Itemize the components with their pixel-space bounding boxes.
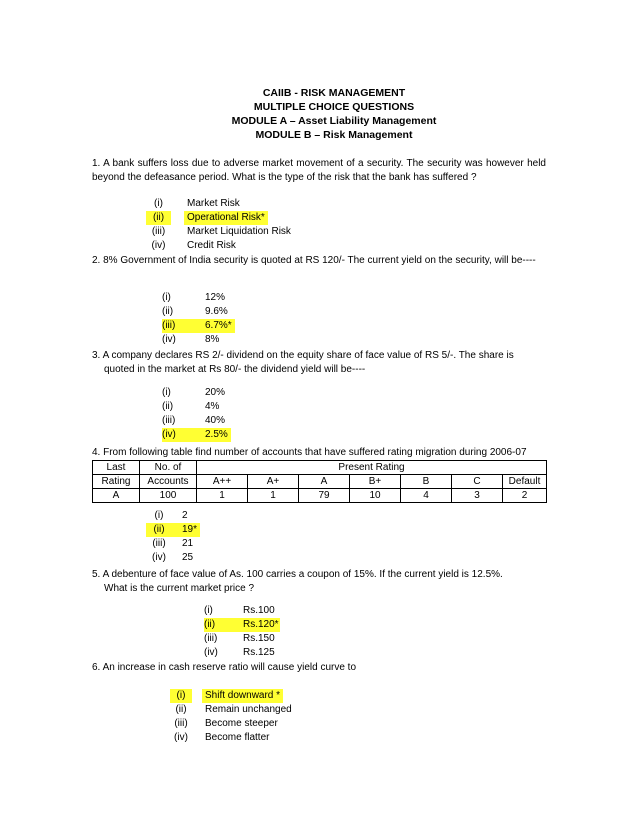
option-row: [162, 291, 235, 305]
question-6-options: [170, 689, 295, 745]
option-row: [146, 537, 200, 551]
table-cell: 10: [350, 489, 401, 503]
option-number: (iii): [152, 538, 166, 549]
table-cell: 100: [140, 489, 197, 503]
header-module-b: MODULE B – Risk Management: [255, 129, 413, 141]
option-row: [162, 428, 231, 442]
text-line: What is the current market price ?: [104, 583, 255, 594]
col-header: B+: [350, 475, 401, 489]
option-number: (iv): [174, 732, 188, 743]
option-text: Market Risk: [187, 198, 240, 209]
option-row: [146, 523, 200, 537]
option-text: Market Liquidation Risk: [187, 226, 291, 237]
option-number: (iii): [162, 320, 176, 331]
option-text: 9.6%: [205, 306, 228, 317]
option-text: Rs.100: [243, 605, 275, 616]
option-text: 20%: [205, 387, 226, 398]
table-row: [93, 489, 547, 503]
header-rating: Rating: [93, 475, 140, 489]
option-text: 12%: [205, 292, 226, 303]
option-number: (iii): [151, 226, 166, 237]
option-number: (ii): [153, 524, 165, 535]
option-row: [204, 632, 280, 646]
option-text: 6.7%*: [205, 320, 232, 331]
option-number: (i): [204, 605, 213, 616]
option-row: [146, 211, 294, 225]
col-header: A: [299, 475, 350, 489]
table-body: [93, 461, 547, 503]
question-2-options: [162, 291, 235, 347]
option-text: Credit Risk: [187, 240, 236, 251]
col-header: C: [452, 475, 503, 489]
question-3-options: [162, 386, 231, 442]
option-text: Remain unchanged: [205, 704, 292, 715]
option-number: (iii): [162, 415, 176, 426]
option-row: [162, 305, 235, 319]
option-row: [170, 717, 295, 731]
option-row: [146, 225, 294, 239]
option-text: Rs.150: [243, 633, 275, 644]
table-cell: 1: [197, 489, 248, 503]
table-cell: 1: [248, 489, 299, 503]
option-number: (iii): [204, 633, 218, 644]
option-text: 2.5%: [205, 429, 228, 440]
option-number: (i): [154, 510, 164, 521]
table-cell: 4: [401, 489, 452, 503]
col-header: A+: [248, 475, 299, 489]
header-title: CAIIB - RISK MANAGEMENT: [262, 87, 406, 99]
option-row: [204, 646, 280, 660]
header-subtitle: MULTIPLE CHOICE QUESTIONS: [253, 101, 415, 113]
table-cell: 2: [503, 489, 547, 503]
option-text: 40%: [205, 415, 226, 426]
option-text: 21: [182, 538, 194, 549]
text-line: 3. A company declares RS 2/- dividend on the equity share of face value of RS 5/-. The share is: [92, 350, 514, 361]
header-present-rating: Present Rating: [197, 461, 547, 475]
option-number: (i): [162, 292, 171, 303]
option-row: [162, 386, 231, 400]
option-number: (iv): [204, 647, 218, 658]
col-header: Default: [503, 475, 547, 489]
question-5-text: [92, 568, 546, 596]
option-number: (ii): [204, 619, 216, 630]
option-number: (ii): [162, 306, 174, 317]
question-1-text: 1. A bank suffers loss due to adverse market movement of a security. The security was however held beyond the defeasance period. What is the type of the risk that the bank has suffered ?: [92, 158, 546, 183]
question-2-text: 2. 8% Government of India security is quoted at RS 120/- The current yield on the security, will be----: [92, 255, 536, 266]
col-header: A++: [197, 475, 248, 489]
option-text: 25: [182, 552, 194, 563]
table-cell: A: [93, 489, 140, 503]
option-number: (iv): [162, 429, 176, 440]
text-line: 5. A debenture of face value of As. 100 carries a coupon of 15%. If the current yield is 12.5%.: [92, 569, 503, 580]
option-row: [146, 239, 294, 253]
header-last: Last: [93, 461, 140, 475]
option-text: 2: [182, 510, 188, 521]
option-row: [146, 551, 200, 565]
option-text: Rs.125: [243, 647, 275, 658]
question-4-options: [146, 509, 200, 565]
option-number: (ii): [162, 401, 174, 412]
question-5-options: [204, 604, 280, 660]
option-row: [204, 618, 280, 632]
question-4-text: 4. From following table find number of accounts that have suffered rating migration during 2006-07: [92, 447, 527, 458]
question-3-text: [92, 349, 546, 377]
option-row: [204, 604, 280, 618]
text-line: quoted in the market at Rs 80/- the dividend yield will be----: [104, 364, 366, 375]
option-number: (ii): [175, 704, 187, 715]
table-cell: 3: [452, 489, 503, 503]
option-row: [170, 731, 295, 745]
col-header: B: [401, 475, 452, 489]
option-number: (iv): [162, 334, 176, 345]
question-6-text: 6. An increase in cash reserve ratio will cause yield curve to: [92, 662, 357, 673]
option-text: Rs.120*: [243, 619, 279, 630]
option-text: Operational Risk*: [184, 211, 268, 225]
option-row: [170, 689, 295, 703]
document-header: [0, 86, 638, 142]
option-row: [162, 333, 235, 347]
header-no-of: No. of: [140, 461, 197, 475]
option-row: [146, 197, 294, 211]
option-text: 8%: [205, 334, 220, 345]
option-text: Shift downward *: [202, 689, 283, 703]
option-number: (iii): [174, 718, 188, 729]
option-number: (iv): [152, 552, 166, 563]
option-text: 19*: [182, 524, 198, 535]
option-row: [162, 400, 231, 414]
header-accounts: Accounts: [140, 475, 197, 489]
option-text: 4%: [205, 401, 220, 412]
header-module-a: MODULE A – Asset Liability Management: [231, 115, 437, 127]
option-row: [162, 414, 231, 428]
option-number: (i): [154, 198, 163, 209]
table-subheader-row: [93, 475, 547, 489]
option-text: Become steeper: [205, 718, 278, 729]
question-1-options: [146, 197, 294, 253]
option-text: Become flatter: [205, 732, 270, 743]
option-number: (iv): [151, 240, 166, 251]
option-number: (i): [162, 387, 171, 398]
option-row: [162, 319, 235, 333]
table-header-row: [93, 461, 547, 475]
option-number: (ii): [146, 211, 171, 225]
rating-migration-table: [92, 460, 547, 503]
option-row: [170, 703, 295, 717]
table-cell: 79: [299, 489, 350, 503]
option-number: (i): [170, 689, 192, 703]
option-row: [146, 509, 200, 523]
